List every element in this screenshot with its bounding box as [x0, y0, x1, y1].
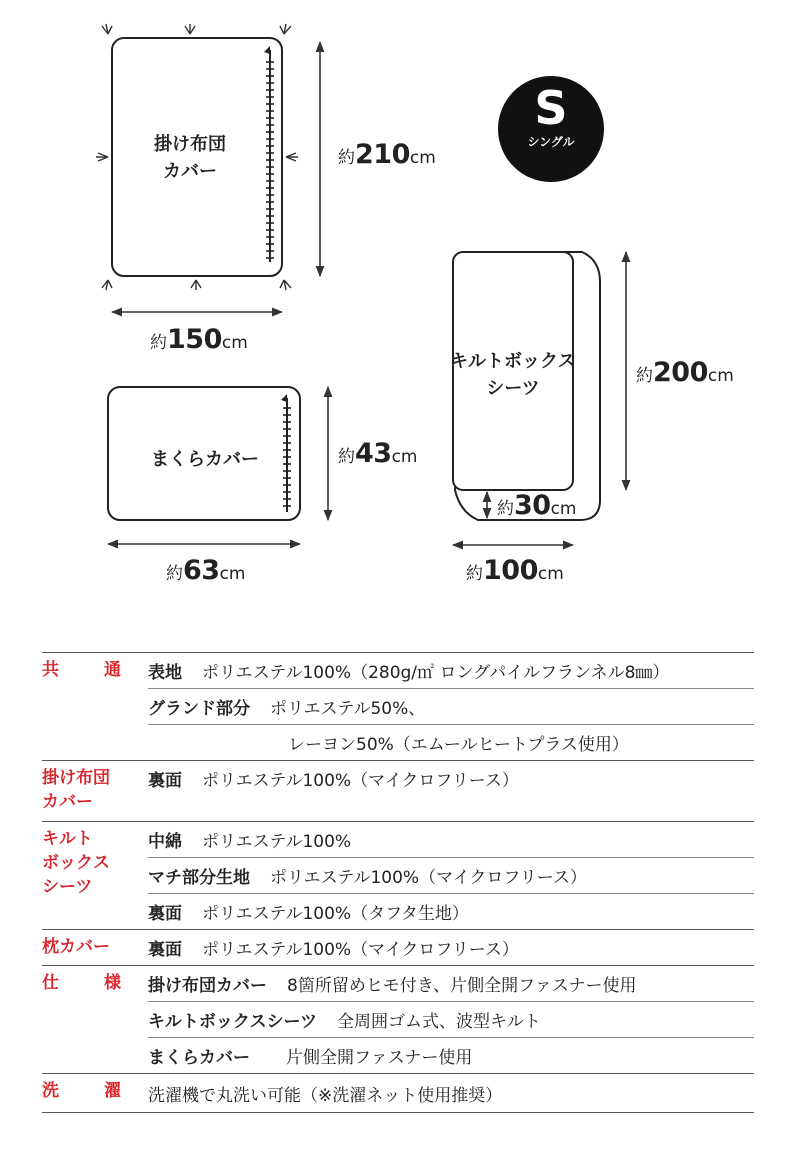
spec-item: 洗濯機で丸洗い可能（※洗濯ネット使用推奨） [148, 1085, 503, 1106]
spec-item: マチ部分生地 ポリエステル100%（マイクロフリース） [148, 857, 754, 893]
spec-item: 掛け布団カバー 8箇所留めヒモ付き、片側全開ファスナー使用 [148, 976, 637, 996]
box-sheet-length-dimension: 約200cm [636, 357, 734, 388]
size-badge [498, 81, 604, 150]
spec-item: グランド部分 ポリエステル50%、 [148, 688, 754, 724]
box-sheet-width-dimension: 約100cm [466, 555, 564, 586]
duvet-cover-label-line2: カバー [163, 161, 217, 182]
duvet-cover-label-line1: 掛け布団 [154, 134, 226, 155]
size-badge-letter: S [534, 81, 568, 135]
spec-item: 裏面 ポリエステル100%（マイクロフリース） [148, 771, 519, 791]
spec-row-common [42, 652, 754, 761]
spec-item: レーヨン50%（エムールヒートプラス使用） [148, 724, 754, 760]
spec-row-pillow [42, 930, 754, 966]
spec-item: まくらカバー 片側全開ファスナー使用 [148, 1037, 754, 1073]
spec-row-features [42, 966, 754, 1074]
box-sheet-label-line2: シーツ [486, 378, 540, 399]
size-badge-caption: シングル [527, 135, 575, 149]
spec-item: 中綿 ポリエステル100% [148, 832, 352, 852]
pillow-width-dimension: 約63cm [166, 555, 246, 586]
spec-category: 掛け布団 カバー [42, 768, 110, 812]
duvet-width-dimension: 約150cm [150, 324, 248, 355]
spec-row-duvet [42, 761, 754, 822]
spec-row-washing [42, 1074, 754, 1113]
spec-category: 枕カバー [42, 937, 110, 957]
duvet-cover-label [140, 131, 240, 185]
pillow-cover-label-line1: まくらカバー [151, 449, 259, 470]
spec-category: 共 通 [42, 660, 135, 680]
spec-table [42, 652, 754, 1113]
spec-item: キルトボックスシーツ 全周囲ゴム式、波型キルト [148, 1001, 754, 1037]
spec-category: 仕 様 [42, 973, 135, 993]
spec-item: 裏面 ポリエステル100%（タフタ生地） [148, 893, 754, 929]
pillow-length-dimension: 約43cm [338, 438, 418, 469]
box-sheet-label [438, 348, 588, 402]
spec-row-box-sheet [42, 822, 754, 930]
duvet-length-dimension: 約210cm [338, 139, 436, 170]
spec-category: 洗 濯 [42, 1081, 135, 1101]
spec-category: キルト ボックス シーツ [42, 829, 110, 897]
box-sheet-label-line1: キルトボックス [450, 351, 576, 372]
spec-item: 裏面 ポリエステル100%（マイクロフリース） [148, 940, 519, 960]
box-sheet-depth-dimension: 約30cm [497, 490, 577, 521]
pillow-cover-label [130, 446, 280, 473]
spec-item: 表地 ポリエステル100%（280g/㎡ ロングパイルフランネル8㎜） [148, 663, 670, 683]
